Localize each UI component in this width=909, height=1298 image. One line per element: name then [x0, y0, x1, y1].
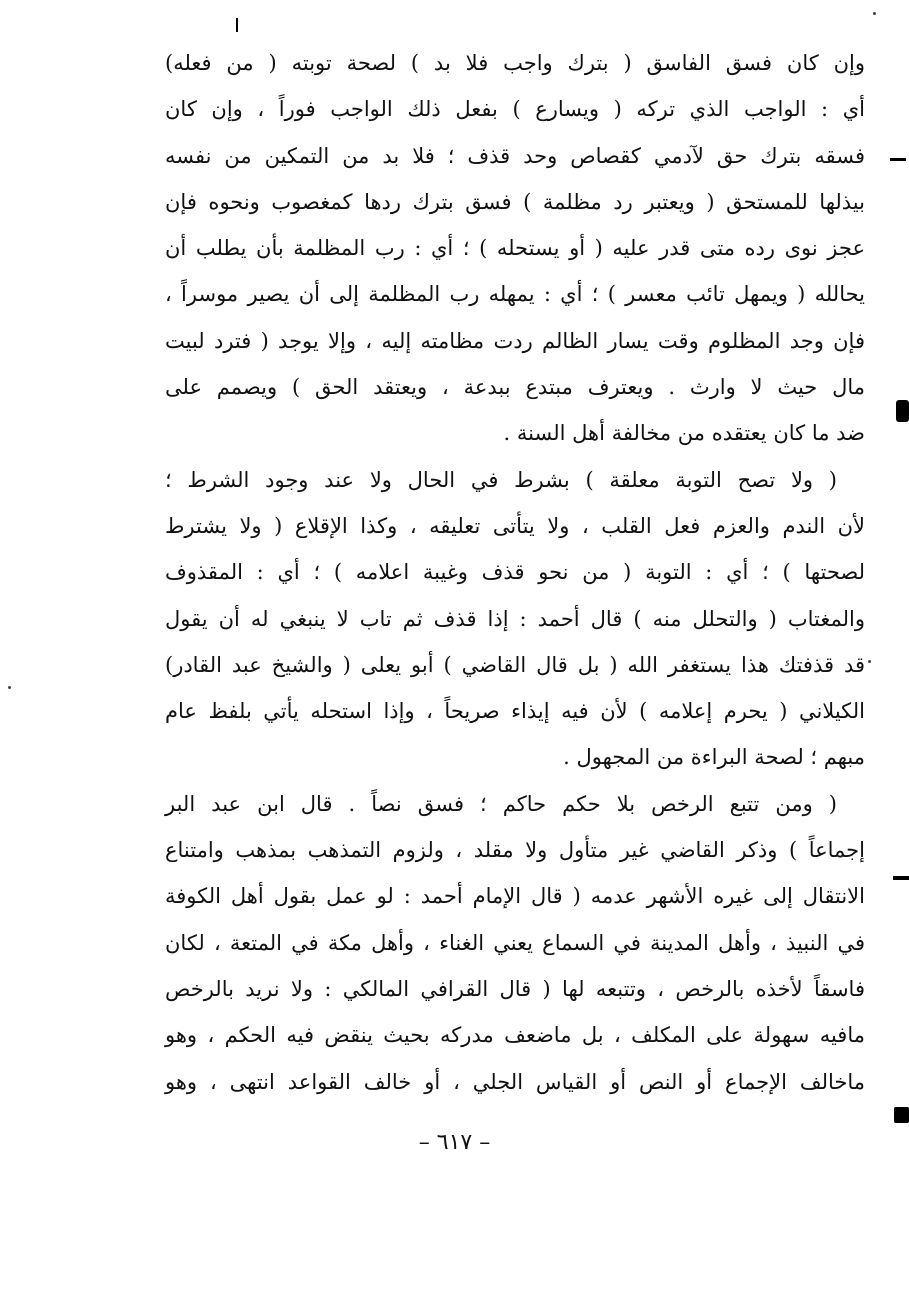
- scan-edge-mark: [236, 18, 238, 32]
- text-line: فاسقاً لأخذه بالرخص ، وتتبعه لها ( قال القرافي المالكي : ولا نريد بالرخص: [165, 976, 865, 1001]
- text-line: لصحتها ) ؛ أي : التوبة ( من نحو قذف وغيبة اعلامه ) ؛ أي : المقذوف: [165, 560, 865, 585]
- paragraph-3: [165, 781, 865, 1105]
- text-line: الانتقال إلى غيره الأشهر عدمه ( قال الإمام أحمد : لو عمل بقول أهل الكوفة: [165, 884, 865, 909]
- text-line: لأن الندم والعزم فعل القلب ، ولا يتأتى تعليقه ، وكذا الإقلاع ( ولا يشترط: [165, 513, 865, 538]
- text-line: مال حيث لا وارث . ويعترف مبتدع ببدعة ، ويعتقد الحق ) ويصمم على: [165, 375, 865, 400]
- text-line: ( ولا تصح التوبة معلقة ) بشرط في الحال ولا عند وجود الشرط ؛: [165, 467, 837, 492]
- text-line: فإن وجد المظلوم وقت يسار الظالم ردت مظامته إليه ، وإلا يوجد ( فترد لبيت: [165, 328, 865, 353]
- scan-speck: [873, 12, 876, 15]
- scan-edge-mark: [894, 1107, 909, 1123]
- text-line: فسقه بترك حق لآدمي كقصاص وحد قذف ؛ فلا بد من التمكين من نفسه: [165, 143, 865, 168]
- text-line: يحالله ( ويمهل تائب معسر ) ؛ أي : يمهله رب المظلمة إلى أن يصير موسراً ،: [165, 282, 865, 307]
- page-number: – ٦١٧ –: [418, 1130, 491, 1155]
- scan-edge-mark: [890, 158, 906, 161]
- text-line: إجماعاً ) وذكر القاضي غير متأول ولا مقلد ، ولزوم التمذهب بمذهب وامتناع: [165, 838, 865, 863]
- scan-speck: [8, 686, 11, 689]
- text-line: أي : الواجب الذي تركه ( ويسارع ) بفعل ذلك الواجب فوراً ، وإن كان: [165, 97, 865, 122]
- paragraph-1: [165, 40, 865, 457]
- text-line: في النبيذ ، وأهل المدينة في السماع يعني الغناء ، وأهل مكة في المتعة ، لكان: [165, 930, 865, 955]
- text-line: والمغتاب ( والتحلل منه ) قال أحمد : إذا قذف ثم تاب لا ينبغي له أن يقول: [165, 606, 865, 631]
- paragraph-2: [165, 457, 865, 781]
- body-text: [165, 40, 865, 1105]
- text-line: ضد ما كان يعتقده من مخالفة أهل السنة .: [503, 421, 865, 446]
- scan-speck: [868, 660, 871, 663]
- text-line: ماخالف الإجماع أو النص أو القياس الجلي ، أو خالف القواعد انتهى ، وهو: [165, 1069, 865, 1094]
- text-line: الكيلاني ( يحرم إعلامه ) لأن فيه إيذاء صريحاً ، وإذا استحله يأتي بلفظ عام: [165, 699, 865, 724]
- text-line: وإن كان فسق الفاسق ( بترك واجب فلا بد ) لصحة توبته ( من فعله): [165, 51, 865, 75]
- text-line: مافيه سهولة على المكلف ، بل ماضعف مدركه بحيث ينقض فيه الحكم ، وهو: [165, 1023, 865, 1048]
- text-line: مبهم ؛ لصحة البراءة من المجهول .: [563, 745, 865, 770]
- text-line: بيذلها للمستحق ( ويعتبر رد مظلمة ) فسق بترك ردها كمغصوب ونحوه فإن: [165, 189, 865, 214]
- scan-edge-mark: [896, 400, 909, 422]
- scan-edge-mark: [893, 876, 909, 880]
- text-line: عجز نوى رده متى قدر عليه ( أو يستحله ) ؛ أي : رب المظلمة بأن يطلب أن: [165, 236, 865, 261]
- text-line: قد قذفتك هذا يستغفر الله ( بل قال القاضي ) أبو يعلى ( والشيخ عبد القادر): [165, 652, 865, 677]
- text-line: ( ومن تتبع الرخص بلا حكم حاكم ؛ فسق نصاً . قال ابن عبد البر: [165, 791, 837, 816]
